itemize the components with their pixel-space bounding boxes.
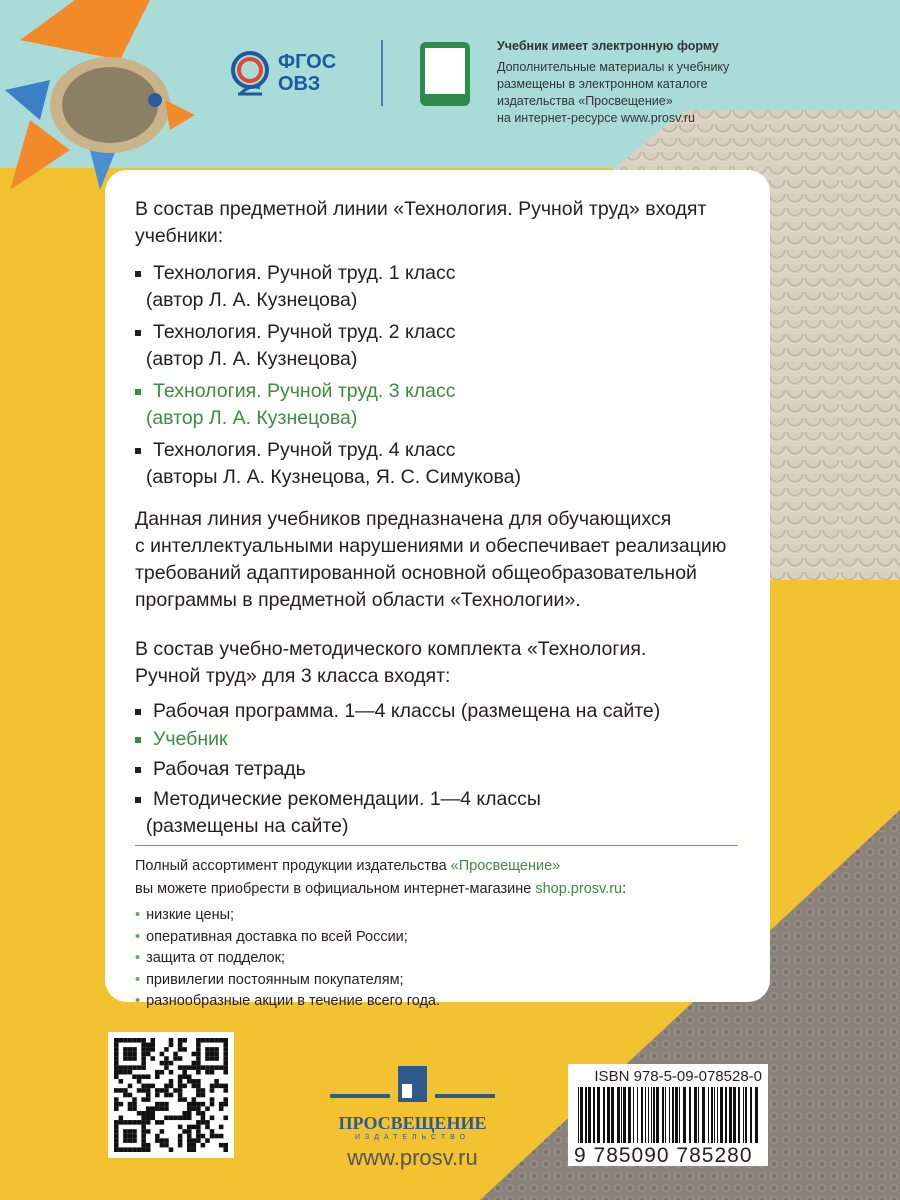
- barcode-digits: 9 785090 785280: [574, 1144, 753, 1167]
- barcode: [574, 1087, 762, 1143]
- publisher-sub: ИЗДАТЕЛЬСТВО: [354, 1134, 471, 1141]
- kit-intro: [135, 636, 755, 690]
- kit-item-current: Учебник: [135, 726, 228, 753]
- publisher-url[interactable]: www.prosv.ru: [347, 1145, 478, 1170]
- divider: [135, 845, 738, 846]
- eform-notice: [497, 38, 729, 127]
- qr-code[interactable]: [108, 1032, 234, 1158]
- isbn-barcode: [568, 1064, 768, 1166]
- shop-info: Полный ассортимент продукции издательства «Просвещение» вы можете приобрести в официальном интернет-магазине shop.prosv.ru:: [135, 858, 627, 897]
- description-line: программы в предметной области «Технологии».: [135, 589, 581, 611]
- publisher-emblem-icon: [330, 1064, 495, 1104]
- description-line: Данная линия учебников предназначена для обучающихся: [135, 508, 672, 530]
- fgos-label: ФГОС: [278, 51, 337, 73]
- tablet-icon: [420, 42, 470, 106]
- eform-line: на интернет-ресурсе www.prosv.ru: [497, 111, 696, 125]
- eform-line: издательства «Просвещение»: [497, 94, 673, 108]
- shop-link[interactable]: shop.prosv.ru: [535, 881, 623, 897]
- description: [135, 506, 755, 614]
- kit-intro-line: В состав учебно-методического комплекта «Технология.: [135, 638, 647, 660]
- benefit-item: • привилегии постоянным покупателям;: [135, 971, 404, 988]
- eform-line: Дополнительные материалы к учебнику: [497, 60, 730, 74]
- kit-item: Рабочая тетрадь: [135, 756, 306, 783]
- fgos-emblem-icon: [230, 48, 270, 98]
- benefit-item: • низкие цены;: [135, 907, 235, 923]
- eform-title: Учебник имеет электронную форму: [497, 39, 719, 53]
- ovz-label: ОВЗ: [278, 73, 321, 95]
- shop-benefits: [135, 905, 440, 1013]
- intro-text: [135, 196, 755, 250]
- intro-line: учебники:: [135, 225, 224, 247]
- book-item: Технология. Ручной труд. 4 класс (авторы Л. А. Кузнецова, Я. С. Симукова): [135, 437, 521, 491]
- book-item: Технология. Ручной труд. 1 класс (автор Л. А. Кузнецова): [135, 260, 455, 314]
- publisher-name: ПРОСВЕЩЕНИЕ: [338, 1113, 487, 1133]
- isbn-number: ISBN 978-5-09-078528-0: [594, 1068, 762, 1085]
- description-line: требований адаптированной основной общеобразовательной: [135, 562, 697, 584]
- benefit-item: • разнообразные акции в течение всего года.: [135, 993, 441, 1009]
- book-item-current: Технология. Ручной труд. 3 класс (автор Л. А. Кузнецова): [135, 378, 455, 432]
- kit-intro-line: Ручной труд» для 3 класса входят:: [135, 665, 451, 687]
- benefit-item: • оперативная доставка по всей России;: [135, 928, 408, 945]
- kit-item: Рабочая программа. 1—4 классы (размещена на сайте): [135, 698, 660, 725]
- book-item: Технология. Ручной труд. 2 класс (автор Л. А. Кузнецова): [135, 319, 455, 373]
- intro-line: В состав предметной линии «Технология. Ручной труд» входят: [135, 198, 707, 220]
- fgos-logo: [230, 48, 336, 98]
- description-line: с интеллектуальными нарушениями и обеспечивает реализацию: [135, 535, 727, 557]
- benefit-item: • защита от подделок;: [135, 950, 285, 966]
- kit-item: Методические рекомендации. 1—4 классы (размещены на сайте): [135, 786, 541, 840]
- header-divider: [381, 40, 383, 106]
- eform-line: размещены в электронном каталоге: [497, 77, 708, 91]
- publisher-logo: [330, 1064, 495, 1171]
